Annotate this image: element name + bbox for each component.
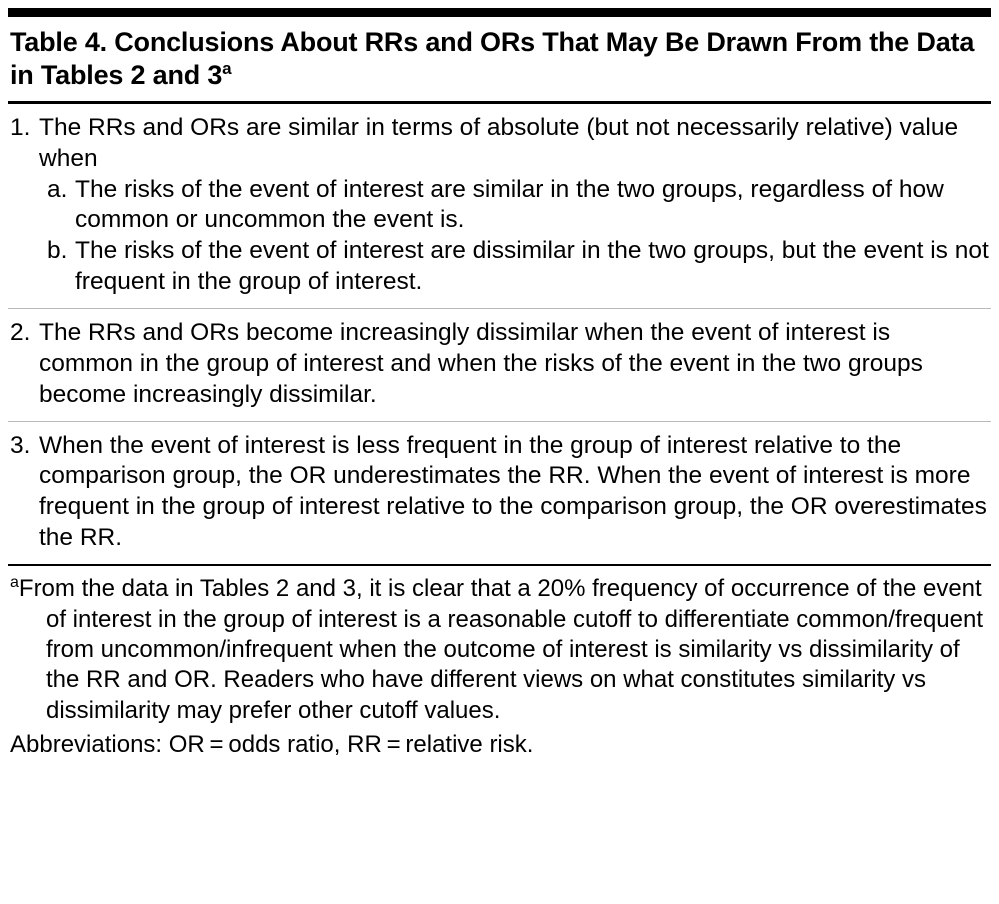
list-item-number: 2. [10,319,31,347]
list-subitem-number: b. [47,237,68,265]
list-item-text: When the event of interest is less frequent in the group of interest relative to the comparison group, the OR underestimates the RR. When the event of interest is more frequent in the group of interest relative to the comparison group, the OR overestimates the RR. [39,431,987,552]
table-title [8,17,991,101]
table-title-text: Table 4. Conclusions About RRs and ORs That May Be Drawn From the Data in Tables 2 and 3 [10,27,975,90]
footnote-marker: a [10,574,19,592]
list-item-number: 3. [10,431,31,459]
list-item [10,431,989,554]
table-top-rule [8,8,991,17]
list-item-number: 1. [10,113,31,141]
conclusion-item-3 [8,422,991,564]
table-container [0,8,999,767]
footnote-text: From the data in Tables 2 and 3, it is clear that a 20% frequency of occurrence of the event of interest in the group of interest is a reasonable cutoff to differentiate common/frequent from uncommon/infrequent when the outcome of interest is similarity vs dissimilarity of the RR and OR. Readers who have different views on what constitutes similarity vs dissimilarity may prefer other cutoff values. [18,575,984,724]
list-subitem-text: The risks of the event of interest are dissimilar in the two groups, but the event is not frequent in the group of interest. [75,237,989,296]
list-subitem [10,236,989,298]
list-subitem-number: a. [47,175,68,203]
list-item [10,318,989,411]
list-subitem-text: The risks of the event of interest are similar in the two groups, regardless of how common or uncommon the event is. [75,175,944,234]
table-footnote [8,566,991,728]
table-abbreviations: Abbreviations: OR = odds ratio, RR = relative risk. [10,731,534,759]
conclusion-item-1 [8,104,991,308]
list-item-text: The RRs and ORs become increasingly dissimilar when the event of interest is common in the group of interest and when the risks of the event in the two groups become increasingly dissimilar. [39,319,923,408]
list-item-text: The RRs and ORs are similar in terms of absolute (but not necessarily relative) value when [39,113,959,172]
list-item [10,113,989,175]
list-subitem [10,175,989,237]
conclusion-item-2 [8,309,991,421]
table-title-footnote-marker: a [222,58,232,78]
